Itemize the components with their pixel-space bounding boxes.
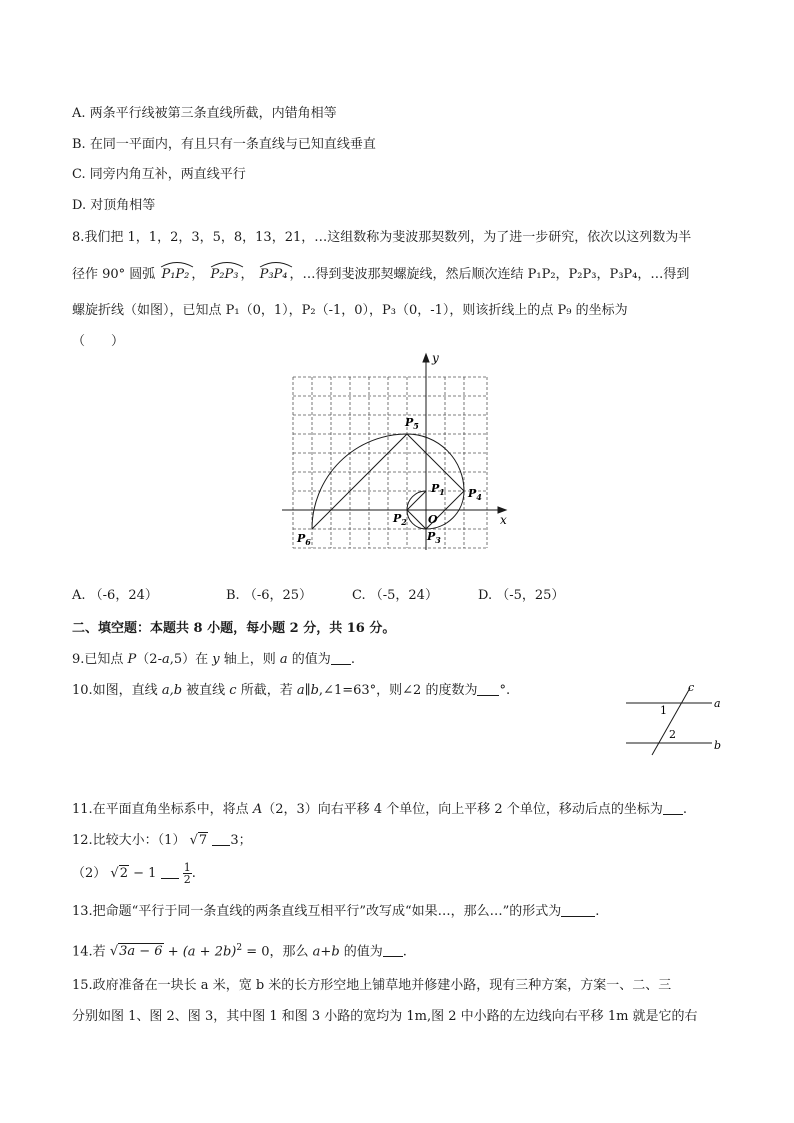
fraction-half [183,862,192,885]
p6-label: $P_6$ [297,532,311,547]
q14-text-c: = 0，那么 [242,944,313,960]
q9-text-c: ,5）在 [169,652,213,667]
fraction-denominator: 2 [183,873,191,886]
q13-text-b: . [595,904,600,919]
x-axis-label: x [500,513,507,527]
angle-1-label: 1 [660,704,667,717]
q11-text-a: 11.在平面直角坐标系中，将点 [72,802,253,817]
q13-blank[interactable] [561,903,595,917]
q9-text-e: 的值为 [287,652,331,667]
sqrt-3a-6: √3a − 6 [109,944,163,960]
p2-label: $P_2$ [393,512,407,527]
q12-blank1[interactable] [212,832,230,846]
q14-square: 2 [236,943,243,953]
section-title: 二、填空题： [72,621,151,636]
arc-mark [258,260,294,268]
q10-text-a: 10.如图，直线 [72,683,162,698]
section-heading [72,620,395,638]
q10-text-d: 所截，若 [236,683,297,698]
arc2-label: P₂P₃ [210,267,239,282]
q14-text-e: . [402,944,407,960]
q11-point: A [252,802,263,817]
q14-blank[interactable] [383,943,403,957]
q9-text-b: （2- [136,652,162,667]
option-c: C. 同旁内角互补，两直线平行 [72,167,246,182]
q8-line2: 径作 90° 圆弧 P₁P₂ ， P₂P₃ ， P₃P₄ ，…得到斐波那契螺旋线，然后顺次连结 P₁P₂，P₂P₃，P₃P₄，…得到 [72,266,689,284]
angle-2-label: 2 [669,728,676,741]
q9 [72,651,355,669]
q10 [72,682,510,700]
q10-parallel: a∥b [296,683,319,698]
q11-text-c: . [682,802,687,817]
q9-text-a: 9.已知点 [72,652,128,667]
option-d: D. 对顶角相等 [72,198,156,213]
line-b-label: b [714,739,722,752]
arc3-label: P₃P₄ [259,267,288,282]
q8-choice-d: D. （-5，25） [478,588,565,603]
q14-sum: a+b [312,944,340,960]
q10-blank[interactable] [477,682,499,696]
arc-mark [159,260,195,268]
p4-label: $P_4$ [468,487,482,502]
p5-label: $P_5$ [405,416,419,431]
fraction-numerator: 1 [183,861,191,874]
q8-line2-a: 径作 90° 圆弧 [72,267,156,282]
q10-c: c [229,683,237,698]
parallel-lines-figure [615,680,735,758]
q12-blank2[interactable] [161,865,179,879]
grid [293,377,487,548]
q14-text-d: 的值为 [339,944,383,960]
q9-text-f: . [350,652,355,667]
arc-mark [209,260,245,268]
q9-blank[interactable] [331,651,351,665]
q11-blank[interactable] [663,801,683,815]
line-a-label: a [714,697,721,710]
arc-p2p3 [209,266,241,284]
q8-choice-c: C. （-5，24） [352,588,438,603]
q10-lines: a,b [161,683,183,698]
origin-label: O [428,513,438,526]
sqrt-2: √2 [110,866,128,881]
q8-line2-b: ，…得到斐波那契螺旋线，然后顺次连结 P₁P₂，P₂P₃，P₃P₄，…得到 [289,267,690,282]
q8-line1: 8.我们把 1，1，2，3，5，8，13，21，…这组数称为斐波那契数列，为了进一步研究，依次以这列数为半 [72,230,692,245]
section-desc: 本题共 8 小题，每小题 2 分，共 16 分。 [150,621,396,636]
q13 [72,903,599,921]
option-a: A. 两条平行线被第三条直线所截，内错角相等 [72,106,337,121]
arc-p3p4 [258,266,290,284]
sqrt-3a-6-radicand: 3a − 6 [119,944,163,960]
q9-y: y [212,652,220,667]
q12-line1 [72,832,252,850]
q8-line3: 螺旋折线（如图），已知点 P₁（0，1），P₂（-1，0），P₃（0，-1），则该折线上的点 P₉ 的坐标为 [72,303,628,318]
p1-label: $P_1$ [431,482,445,497]
q9-var2: a [279,652,288,667]
q14-text-b: + (a + 2b) [163,944,237,960]
q9-text-d: 轴上，则 [219,652,280,667]
p3-label: $P_3$ [427,530,441,545]
sqrt-7: √7 [189,833,208,848]
q10-text-b: 被直线 [182,683,230,698]
q9-point: P [127,652,137,667]
q15-line2: 分别如图 1、图 2、图 3，其中图 1 和图 3 小路的宽均为 1m,图 2 中小路的左边线向右平移 1m 就是它的右 [72,1009,698,1024]
q14-text-a: 14.若 [72,944,110,960]
line-c-label: c [688,681,695,694]
q11-text-b: （2，3）向右平移 4 个单位，向上平移 2 个单位，移动后点的坐标为 [262,802,663,817]
q12-text-a: 12.比较大小：（1） [72,833,186,848]
q8-choice-a: A. （-6，24） [72,588,158,603]
option-b: B. 在同一平面内，有且只有一条直线与已知直线垂直 [72,137,376,152]
y-axis-label: y [432,351,439,365]
arc1-label: P₁P₂ [161,267,190,282]
q15-line1: 15.政府准备在一块长 a 米，宽 b 米的长方形空地上铺草地并修建小路，现有三种方案，方案一、二、三 [72,978,672,993]
spiral-figure [270,350,520,550]
q12-text-b: 3； [230,833,252,848]
q12-text-d: − 1 [129,866,161,881]
q12-text-e: . [191,866,196,881]
q14 [72,939,407,961]
q12-text-c: （2） [72,866,107,881]
q11 [72,801,687,819]
q12-line2 [72,862,196,885]
q8-paren: （ ） [72,334,125,349]
arc-p1p2 [159,266,191,284]
q10-text-f: °. [499,683,511,698]
sqrt-2-radicand: 2 [119,866,128,881]
sqrt-7-radicand: 7 [198,833,208,848]
q13-text-a: 13.把命题“平行于同一条直线的两条直线互相平行”改写成“如果…，那么…”的形式为 [72,904,562,919]
q9-var: a [161,652,170,667]
q8-choice-b: B. （-6，25） [226,588,313,603]
q10-text-e: ,∠1=63°，则∠2 的度数为 [318,683,478,698]
